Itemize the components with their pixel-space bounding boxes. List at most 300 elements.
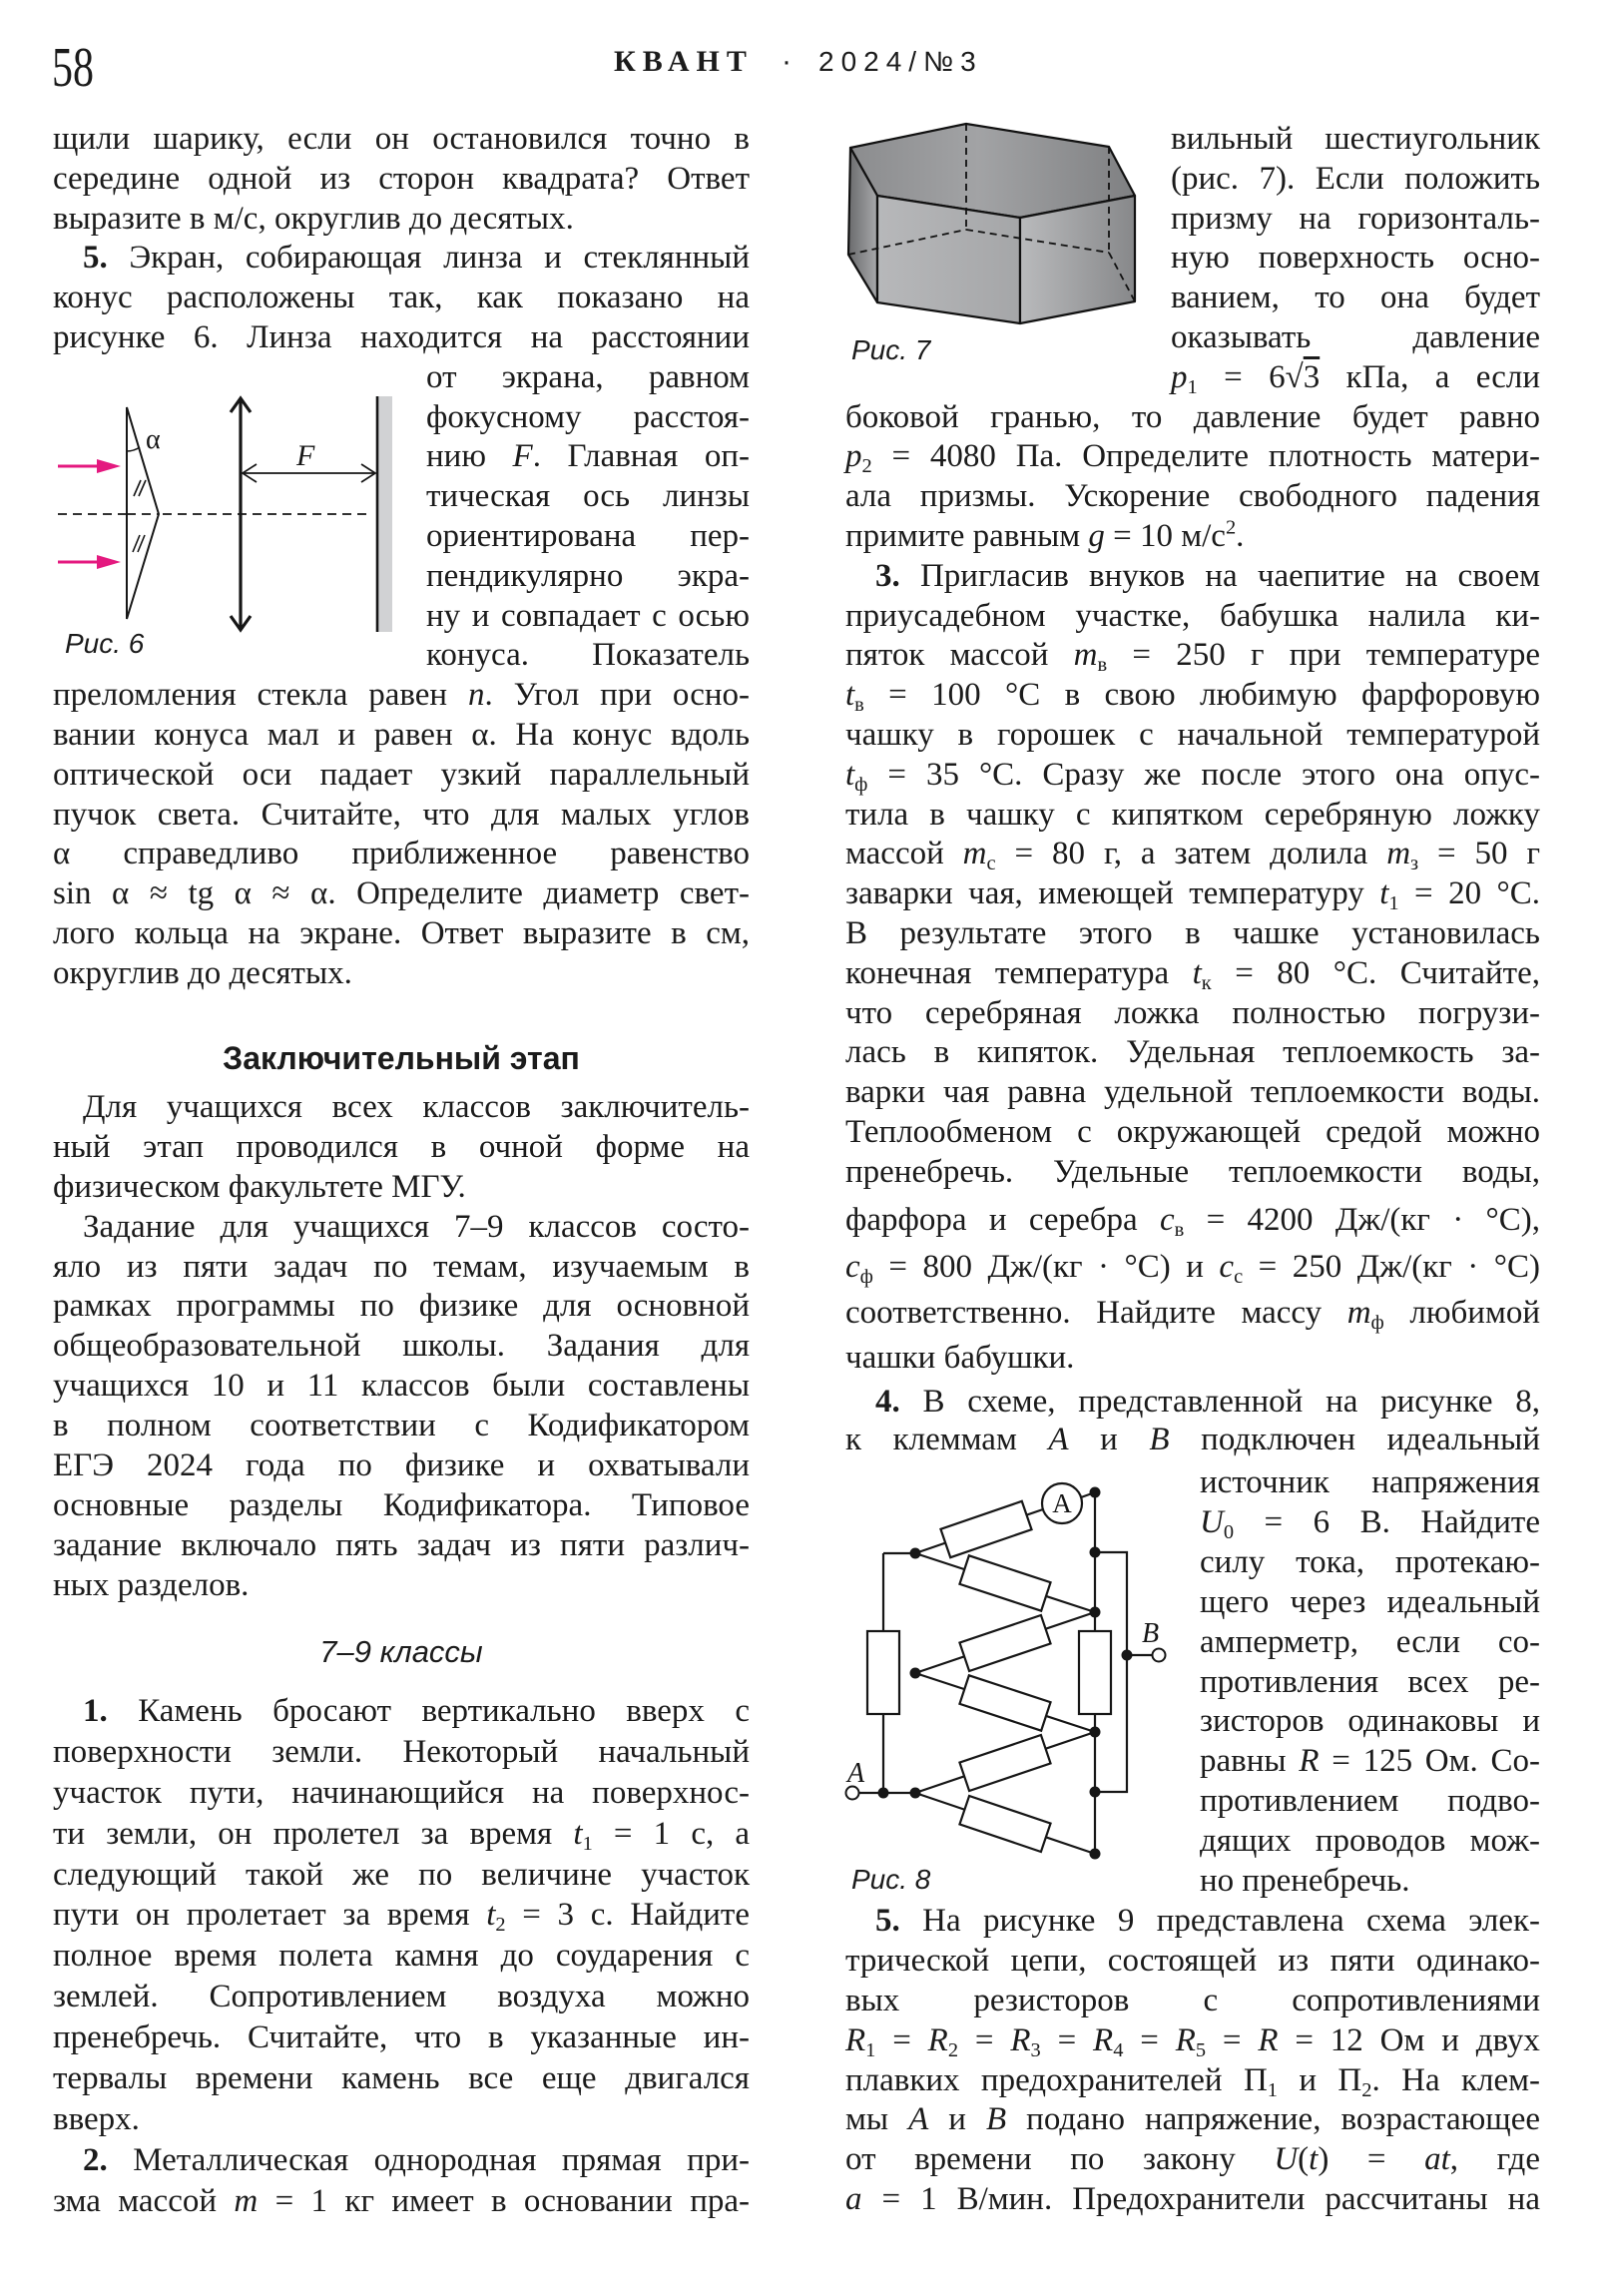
text-line bbox=[845, 1382, 1540, 1422]
math-variable: U bbox=[1274, 2141, 1299, 2177]
figure-6-caption: Рис. 6 bbox=[65, 628, 145, 659]
text-line bbox=[1200, 1861, 1540, 1901]
text-line bbox=[53, 1406, 750, 1445]
text-segment: ванием, то она будет bbox=[1171, 280, 1540, 315]
text-line bbox=[53, 913, 750, 953]
terminal-b-label: B bbox=[1142, 1618, 1160, 1649]
text-segment: ) = bbox=[1318, 2141, 1425, 2177]
math-variable: m bbox=[1346, 1295, 1371, 1331]
text-line bbox=[53, 1525, 750, 1565]
math-variable: F bbox=[512, 438, 533, 474]
text-line bbox=[1171, 119, 1540, 159]
text-segment: любимой bbox=[1383, 1295, 1540, 1331]
text-line bbox=[426, 436, 750, 476]
text-segment: фарфора и серебра bbox=[845, 1202, 1160, 1238]
text-segment: рамках программы по физике для основной bbox=[53, 1288, 750, 1324]
problem-number: 2. bbox=[83, 2142, 108, 2178]
text-segment: Экран, собирающая линза и стеклянный bbox=[107, 240, 750, 276]
text-segment: боковой гранью, то давление будет равно bbox=[845, 399, 1540, 435]
text-segment: В результате этого в чашке установилась bbox=[845, 915, 1540, 951]
text-segment: щили шарику, если он остановился точно в bbox=[53, 121, 750, 157]
text-line bbox=[426, 476, 750, 516]
text-line bbox=[845, 1200, 1540, 1240]
text-line bbox=[1171, 199, 1540, 239]
text-segment: приусадебном участке, бабушка налила ки- bbox=[845, 598, 1540, 634]
subscript: в bbox=[1097, 654, 1108, 677]
text-line bbox=[845, 1032, 1540, 1072]
subscript: 1 bbox=[1388, 892, 1399, 915]
text-segment: пренебречь. Считайте, что в указанные ин- bbox=[53, 2019, 750, 2055]
problem-number: 1. bbox=[83, 1693, 108, 1729]
text-segment: поверхности земли. Некоторый начальный bbox=[53, 1734, 750, 1770]
text-line bbox=[53, 1773, 750, 1813]
subscript: в bbox=[854, 694, 864, 717]
subscript: з bbox=[1410, 853, 1419, 875]
text-segment: = 80 г, а затем долила bbox=[995, 836, 1387, 871]
text-segment: . Главная оп- bbox=[532, 438, 750, 474]
text-segment: выразите в м/с, округлив до десятых. bbox=[53, 201, 574, 237]
text-segment: = 3 с. Найдите bbox=[505, 1897, 750, 1933]
text-segment: пренебречь. Удельные теплоемкости воды, bbox=[845, 1154, 1540, 1190]
text-segment: = 1 кг имеет в основании пра- bbox=[258, 2183, 751, 2219]
text-segment: равны bbox=[1200, 1743, 1300, 1779]
text-segment: = 50 г bbox=[1418, 836, 1540, 871]
text-line bbox=[53, 2058, 750, 2098]
text-line bbox=[53, 1936, 750, 1976]
text-line bbox=[845, 834, 1540, 873]
math-variable: t bbox=[845, 677, 855, 713]
math-variable: m bbox=[962, 836, 987, 871]
math-variable: t bbox=[573, 1816, 583, 1852]
text-line bbox=[53, 2181, 750, 2221]
math-variable: A bbox=[908, 2101, 929, 2137]
text-segment: противлением подво- bbox=[1200, 1783, 1540, 1819]
text-line bbox=[845, 2139, 1540, 2179]
text-segment: . Угол при осно- bbox=[484, 677, 750, 713]
figure-6-optics-diagram bbox=[50, 389, 399, 639]
text-segment: землей. Сопротивлением воздуха можно bbox=[53, 1979, 750, 2014]
section-heading-final-stage: Заключительный этап bbox=[223, 1040, 580, 1076]
math-formula: sin α ≈ tg α ≈ α bbox=[53, 875, 328, 911]
text-line bbox=[845, 1981, 1540, 2020]
text-line bbox=[426, 635, 750, 675]
text-line bbox=[845, 1072, 1540, 1112]
text-segment: ориентирована пер- bbox=[426, 518, 750, 554]
text-segment: , где bbox=[1449, 2141, 1540, 2177]
text-segment: следующий такой же по величине участок bbox=[53, 1857, 750, 1893]
problem-number: 5. bbox=[83, 240, 108, 276]
text-segment: ( bbox=[1298, 2141, 1310, 2177]
text-segment: оказывать давление bbox=[1171, 319, 1540, 355]
text-segment: фокусному расстоя- bbox=[426, 399, 750, 435]
math-variable: R bbox=[1010, 2022, 1031, 2058]
text-line bbox=[53, 278, 750, 317]
text-segment: Металлическая однородная прямая при- bbox=[107, 2142, 750, 2178]
text-line bbox=[845, 1901, 1540, 1941]
text-line bbox=[53, 1732, 750, 1772]
text-segment: но пренебречь. bbox=[1200, 1863, 1410, 1899]
text-segment: мы bbox=[845, 2101, 909, 2137]
text-line bbox=[1200, 1542, 1540, 1582]
math-variable: c bbox=[1219, 1249, 1235, 1285]
text-segment: конус расположены так, как показано на bbox=[53, 280, 750, 315]
text-segment: Камень бросают вертикально вверх с bbox=[107, 1693, 750, 1729]
text-segment: вверх. bbox=[53, 2101, 140, 2137]
text-segment: щего через идеальный bbox=[1200, 1584, 1540, 1620]
text-segment: ных разделов. bbox=[53, 1567, 250, 1603]
text-line bbox=[53, 1366, 750, 1406]
text-segment: источник напряжения bbox=[1200, 1464, 1540, 1500]
math-variable: m bbox=[1386, 836, 1411, 871]
math-variable: B bbox=[1149, 1422, 1170, 1457]
math-variable: p bbox=[845, 438, 862, 474]
subscript: с bbox=[1234, 1266, 1244, 1289]
text-line bbox=[53, 795, 750, 835]
text-line bbox=[845, 1152, 1540, 1192]
text-line bbox=[53, 953, 750, 993]
subscript: 0 bbox=[1223, 1521, 1235, 1544]
text-line bbox=[845, 2179, 1540, 2219]
text-line bbox=[426, 516, 750, 556]
text-segment: основные разделы Кодификатора. Типовое bbox=[53, 1487, 750, 1523]
text-segment: = 6 bbox=[1197, 359, 1286, 395]
text-segment: = bbox=[958, 2022, 1011, 2058]
text-segment: В схеме, представленной на рисунке 8, bbox=[899, 1384, 1540, 1420]
math-variable: R bbox=[1093, 2022, 1114, 2058]
subscript: 1 bbox=[865, 2039, 876, 2062]
math-variable: c bbox=[1159, 1202, 1175, 1238]
subscript: 1 bbox=[1187, 376, 1198, 399]
text-segment: = 20 °С. bbox=[1398, 875, 1540, 911]
math-variable: t bbox=[1309, 2141, 1319, 2177]
text-line bbox=[1200, 1781, 1540, 1821]
math-variable: A bbox=[1048, 1422, 1069, 1457]
subscript: 3 bbox=[1030, 2039, 1041, 2062]
text-line bbox=[1200, 1502, 1540, 1542]
text-segment: к клеммам bbox=[845, 1422, 1049, 1457]
text-segment: = 4200 Дж/(кг · °С), bbox=[1184, 1202, 1541, 1238]
text-line bbox=[845, 755, 1540, 795]
text-segment: от времени по закону bbox=[845, 2141, 1275, 2177]
text-segment: вильный шестиугольник bbox=[1171, 121, 1540, 157]
arrowhead-icon bbox=[97, 459, 121, 473]
math-variable: c bbox=[845, 1249, 860, 1285]
text-segment: пяток массой bbox=[845, 637, 1074, 673]
sqrt-symbol: √ bbox=[1285, 359, 1304, 395]
text-segment: конечная температура bbox=[845, 955, 1193, 991]
text-line bbox=[1200, 1741, 1540, 1781]
math-variable: m bbox=[234, 2183, 259, 2219]
text-segment: вых резисторов с сопротивлениями bbox=[845, 1983, 1540, 2018]
focal-length-label: F bbox=[296, 439, 315, 472]
math-variable: B bbox=[985, 2101, 1007, 2137]
text-line bbox=[53, 119, 750, 159]
text-line bbox=[53, 834, 750, 873]
figure-8-caption: Рис. 8 bbox=[851, 1864, 931, 1895]
subscript: с bbox=[986, 853, 996, 875]
text-segment: чашку в горошек с начальной температурой bbox=[845, 717, 1540, 753]
text-line bbox=[845, 436, 1540, 476]
text-line bbox=[1200, 1582, 1540, 1622]
subscript: 5 bbox=[1195, 2039, 1207, 2062]
prism-right-face bbox=[1020, 196, 1135, 323]
subscript: к bbox=[1201, 972, 1212, 995]
text-segment: трической цепи, состоящей из пяти одинако- bbox=[845, 1943, 1540, 1979]
text-line bbox=[53, 1445, 750, 1485]
text-segment: примите равным bbox=[845, 518, 1089, 554]
text-line bbox=[53, 715, 750, 755]
text-line bbox=[53, 1087, 750, 1127]
text-segment: На рисунке 9 представлена схема элек- bbox=[899, 1903, 1540, 1939]
text-segment: и bbox=[1068, 1422, 1150, 1457]
text-segment: общеобразовательной школы. Задания для bbox=[53, 1328, 750, 1364]
math-symbol: α bbox=[53, 836, 71, 871]
subscript: 1 bbox=[582, 1833, 593, 1856]
figure-8-circuit-diagram bbox=[838, 1477, 1173, 1862]
text-segment: = 100 °С в свою любимую фарфоровую bbox=[863, 677, 1540, 713]
text-segment: лого кольца на экране. Ответ выразите в см, bbox=[53, 915, 750, 951]
text-segment: дящих проводов мож- bbox=[1200, 1823, 1540, 1859]
text-line bbox=[1171, 357, 1540, 397]
text-segment: округлив до десятых. bbox=[53, 955, 352, 991]
text-segment: (рис. 7). Если положить bbox=[1171, 161, 1540, 197]
math-variable: R bbox=[927, 2022, 948, 2058]
text-segment: = bbox=[1123, 2022, 1176, 2058]
math-variable: R bbox=[1299, 1743, 1320, 1779]
text-segment: вании конуса мал и равен bbox=[53, 717, 472, 753]
text-segment: учащихся 10 и 11 классов были составлены bbox=[53, 1368, 750, 1404]
text-line bbox=[845, 873, 1540, 913]
text-segment: = 6 В. Найдите bbox=[1234, 1504, 1540, 1540]
text-segment: яло из пяти задач по темам, изучаемым в bbox=[53, 1249, 750, 1285]
math-variable: m bbox=[1073, 637, 1098, 673]
text-segment: зисторов одинаковы и bbox=[1200, 1703, 1540, 1739]
text-segment: силу тока, протекаю- bbox=[1200, 1544, 1540, 1580]
subscript: 1 bbox=[1267, 2079, 1279, 2102]
text-segment: подано напряжение, возрастающее bbox=[1006, 2101, 1540, 2137]
text-line bbox=[845, 596, 1540, 636]
text-segment: пендикулярно экра- bbox=[426, 558, 750, 594]
text-segment: = 35 °С. Сразу же после этого она опус- bbox=[867, 757, 1540, 793]
math-variable: t bbox=[845, 757, 855, 793]
text-line bbox=[845, 2099, 1540, 2139]
text-segment: = 12 Ом и двух bbox=[1278, 2022, 1540, 2058]
problem-number: 4. bbox=[875, 1384, 900, 1420]
text-segment: полное время полета камня до соударения с bbox=[53, 1938, 750, 1974]
text-line bbox=[53, 159, 750, 199]
text-segment: заварки чая, имеющей температуру bbox=[845, 875, 1380, 911]
text-segment: Задание для учащихся 7–9 классов состо- bbox=[83, 1209, 750, 1245]
text-line bbox=[845, 476, 1540, 516]
text-line bbox=[53, 755, 750, 795]
text-line bbox=[845, 397, 1540, 437]
text-line bbox=[426, 397, 750, 437]
text-segment: Пригласив внуков на чаепитие на своем bbox=[899, 558, 1540, 594]
text-segment: массой bbox=[845, 836, 963, 871]
text-segment: конуса. Показатель bbox=[426, 637, 750, 673]
text-line bbox=[53, 317, 750, 357]
text-segment: пучок света. Считайте, что для малых углов bbox=[53, 797, 750, 833]
text-line bbox=[426, 357, 750, 397]
text-line bbox=[845, 1247, 1540, 1287]
text-segment: чашки бабушки. bbox=[845, 1340, 1075, 1376]
text-segment: . bbox=[1236, 518, 1245, 554]
text-line bbox=[53, 2140, 750, 2180]
radicand: 3 bbox=[1303, 359, 1321, 395]
text-segment: варки чая равна удельной теплоемкости воды. bbox=[845, 1074, 1540, 1110]
journal-title: КВАНТ bbox=[614, 45, 754, 78]
resistor bbox=[940, 1501, 1031, 1557]
text-segment: . Определите диаметр свет- bbox=[327, 875, 750, 911]
text-segment: = 1 с, а bbox=[592, 1816, 750, 1852]
angle-alpha-label: α bbox=[146, 424, 161, 455]
text-line bbox=[845, 516, 1540, 556]
text-segment: ЕГЭ 2024 года по физике и охватывали bbox=[53, 1447, 750, 1483]
subscript: ф bbox=[1370, 1312, 1384, 1335]
text-segment: . На клем- bbox=[1371, 2062, 1540, 2098]
text-segment: от экрана, равном bbox=[426, 359, 750, 395]
text-line bbox=[53, 199, 750, 239]
text-segment: середине одной из сторон квадрата? Ответ bbox=[53, 161, 750, 197]
text-line bbox=[53, 1167, 750, 1207]
text-segment: = 1 В/мин. Предохранители рассчитаны на bbox=[861, 2181, 1540, 2217]
text-line bbox=[1200, 1662, 1540, 1702]
text-line bbox=[1171, 159, 1540, 199]
text-segment: кПа, а если bbox=[1320, 359, 1540, 395]
text-line bbox=[1171, 317, 1540, 357]
text-segment: амперметр, если со- bbox=[1200, 1624, 1540, 1660]
subscript: 2 bbox=[947, 2039, 959, 2062]
resistor bbox=[959, 1615, 1050, 1671]
text-segment: ала призмы. Ускорение свободного падения bbox=[845, 478, 1540, 514]
text-segment: = bbox=[1206, 2022, 1259, 2058]
subscript: 2 bbox=[495, 1914, 506, 1937]
text-line bbox=[845, 913, 1540, 953]
resistor bbox=[959, 1675, 1050, 1730]
math-variable: t bbox=[486, 1897, 496, 1933]
text-segment: = 250 Дж/(кг · °С) bbox=[1243, 1249, 1540, 1285]
page-number: 58 bbox=[52, 37, 94, 99]
text-line bbox=[53, 1814, 750, 1854]
text-line bbox=[53, 1485, 750, 1525]
text-segment: ный этап проводился в очной форме на bbox=[53, 1129, 750, 1165]
text-segment: задание включало пять задач из пяти различ- bbox=[53, 1527, 750, 1563]
header-separator: · bbox=[782, 45, 792, 78]
text-line bbox=[53, 1977, 750, 2016]
text-line bbox=[1171, 278, 1540, 317]
text-segment: ную поверхность осно- bbox=[1171, 240, 1540, 276]
text-line bbox=[53, 1565, 750, 1605]
text-segment: = 800 Дж/(кг · °С) и bbox=[872, 1249, 1220, 1285]
text-line bbox=[426, 556, 750, 596]
text-segment: тила в чашку с кипятком серебряную ложку bbox=[845, 797, 1540, 833]
text-line bbox=[845, 1338, 1540, 1378]
text-line bbox=[845, 556, 1540, 596]
text-line bbox=[845, 1941, 1540, 1981]
math-variable: R bbox=[1258, 2022, 1279, 2058]
text-line bbox=[53, 1207, 750, 1247]
math-variable: U bbox=[1200, 1504, 1224, 1540]
figure-7-caption: Рис. 7 bbox=[851, 334, 931, 365]
text-segment: . На конус вдоль bbox=[488, 717, 750, 753]
math-variable: n bbox=[467, 677, 485, 713]
text-line bbox=[845, 993, 1540, 1033]
text-line bbox=[53, 1286, 750, 1326]
text-line bbox=[845, 795, 1540, 835]
math-variable: p bbox=[1171, 359, 1188, 395]
text-line bbox=[53, 1326, 750, 1366]
math-variable: at bbox=[1424, 2141, 1450, 2177]
math-variable: a bbox=[845, 2181, 862, 2217]
subscript: ф bbox=[854, 774, 868, 797]
text-segment: = 4080 Па. Определите плотность матери- bbox=[871, 438, 1540, 474]
text-segment: Для учащихся всех классов заключитель- bbox=[83, 1089, 750, 1125]
text-line bbox=[845, 1112, 1540, 1152]
text-line bbox=[845, 953, 1540, 993]
text-segment: оптической оси падает узкий параллельный bbox=[53, 757, 750, 793]
text-segment: справедливо приближенное равенство bbox=[70, 836, 750, 871]
text-segment: = 250 г при температуре bbox=[1107, 637, 1540, 673]
subscript: ф bbox=[859, 1266, 873, 1289]
terminal-b bbox=[1153, 1649, 1166, 1662]
text-line bbox=[1200, 1701, 1540, 1741]
text-line bbox=[53, 2017, 750, 2057]
ammeter-label: A bbox=[1052, 1488, 1072, 1518]
text-line bbox=[845, 635, 1540, 675]
text-segment: призму на горизонталь- bbox=[1171, 201, 1540, 237]
text-segment: Теплообменом с окружающей средой можно bbox=[845, 1114, 1540, 1150]
text-line bbox=[845, 2060, 1540, 2100]
math-symbol: α bbox=[471, 717, 489, 753]
text-line bbox=[53, 238, 750, 278]
text-segment: преломления стекла равен bbox=[53, 677, 468, 713]
subscript: 2 bbox=[1361, 2079, 1372, 2102]
text-segment: подключен идеальный bbox=[1169, 1422, 1541, 1457]
arrowhead-icon bbox=[97, 555, 121, 569]
terminal-a-label: A bbox=[847, 1758, 865, 1789]
math-variable: R bbox=[845, 2022, 866, 2058]
superscript: 2 bbox=[1225, 516, 1237, 539]
issue-number: 2024/№3 bbox=[818, 46, 983, 77]
problem-number: 5. bbox=[875, 1903, 900, 1939]
text-segment: соответственно. Найдите массу bbox=[845, 1295, 1347, 1331]
subscript: 2 bbox=[861, 455, 872, 478]
text-line bbox=[53, 1855, 750, 1895]
resistor bbox=[959, 1796, 1050, 1852]
text-segment: физическом факультете МГУ. bbox=[53, 1169, 466, 1205]
text-line bbox=[53, 675, 750, 715]
text-line bbox=[53, 1691, 750, 1731]
resistor bbox=[1079, 1631, 1111, 1714]
text-line bbox=[53, 1247, 750, 1287]
resistor bbox=[867, 1631, 899, 1714]
text-segment: = bbox=[1040, 2022, 1094, 2058]
text-segment: ти земли, он пролетел за время bbox=[53, 1816, 574, 1852]
text-segment: = bbox=[875, 2022, 928, 2058]
math-variable: g bbox=[1088, 518, 1105, 554]
text-segment: и П bbox=[1278, 2062, 1362, 2098]
text-line bbox=[845, 1293, 1540, 1333]
prism-front-face bbox=[877, 196, 1020, 323]
text-segment: зма массой bbox=[53, 2183, 235, 2219]
text-segment: плавких предохранителей П bbox=[845, 2062, 1268, 2098]
text-segment: пути он пролетает за время bbox=[53, 1897, 487, 1933]
subheading-grades-7-9: 7–9 классы bbox=[319, 1634, 483, 1669]
resistor bbox=[959, 1735, 1050, 1791]
text-segment: нию bbox=[426, 438, 513, 474]
text-segment: и bbox=[928, 2101, 986, 2137]
text-segment: ну и совпадает с осью bbox=[426, 598, 750, 634]
